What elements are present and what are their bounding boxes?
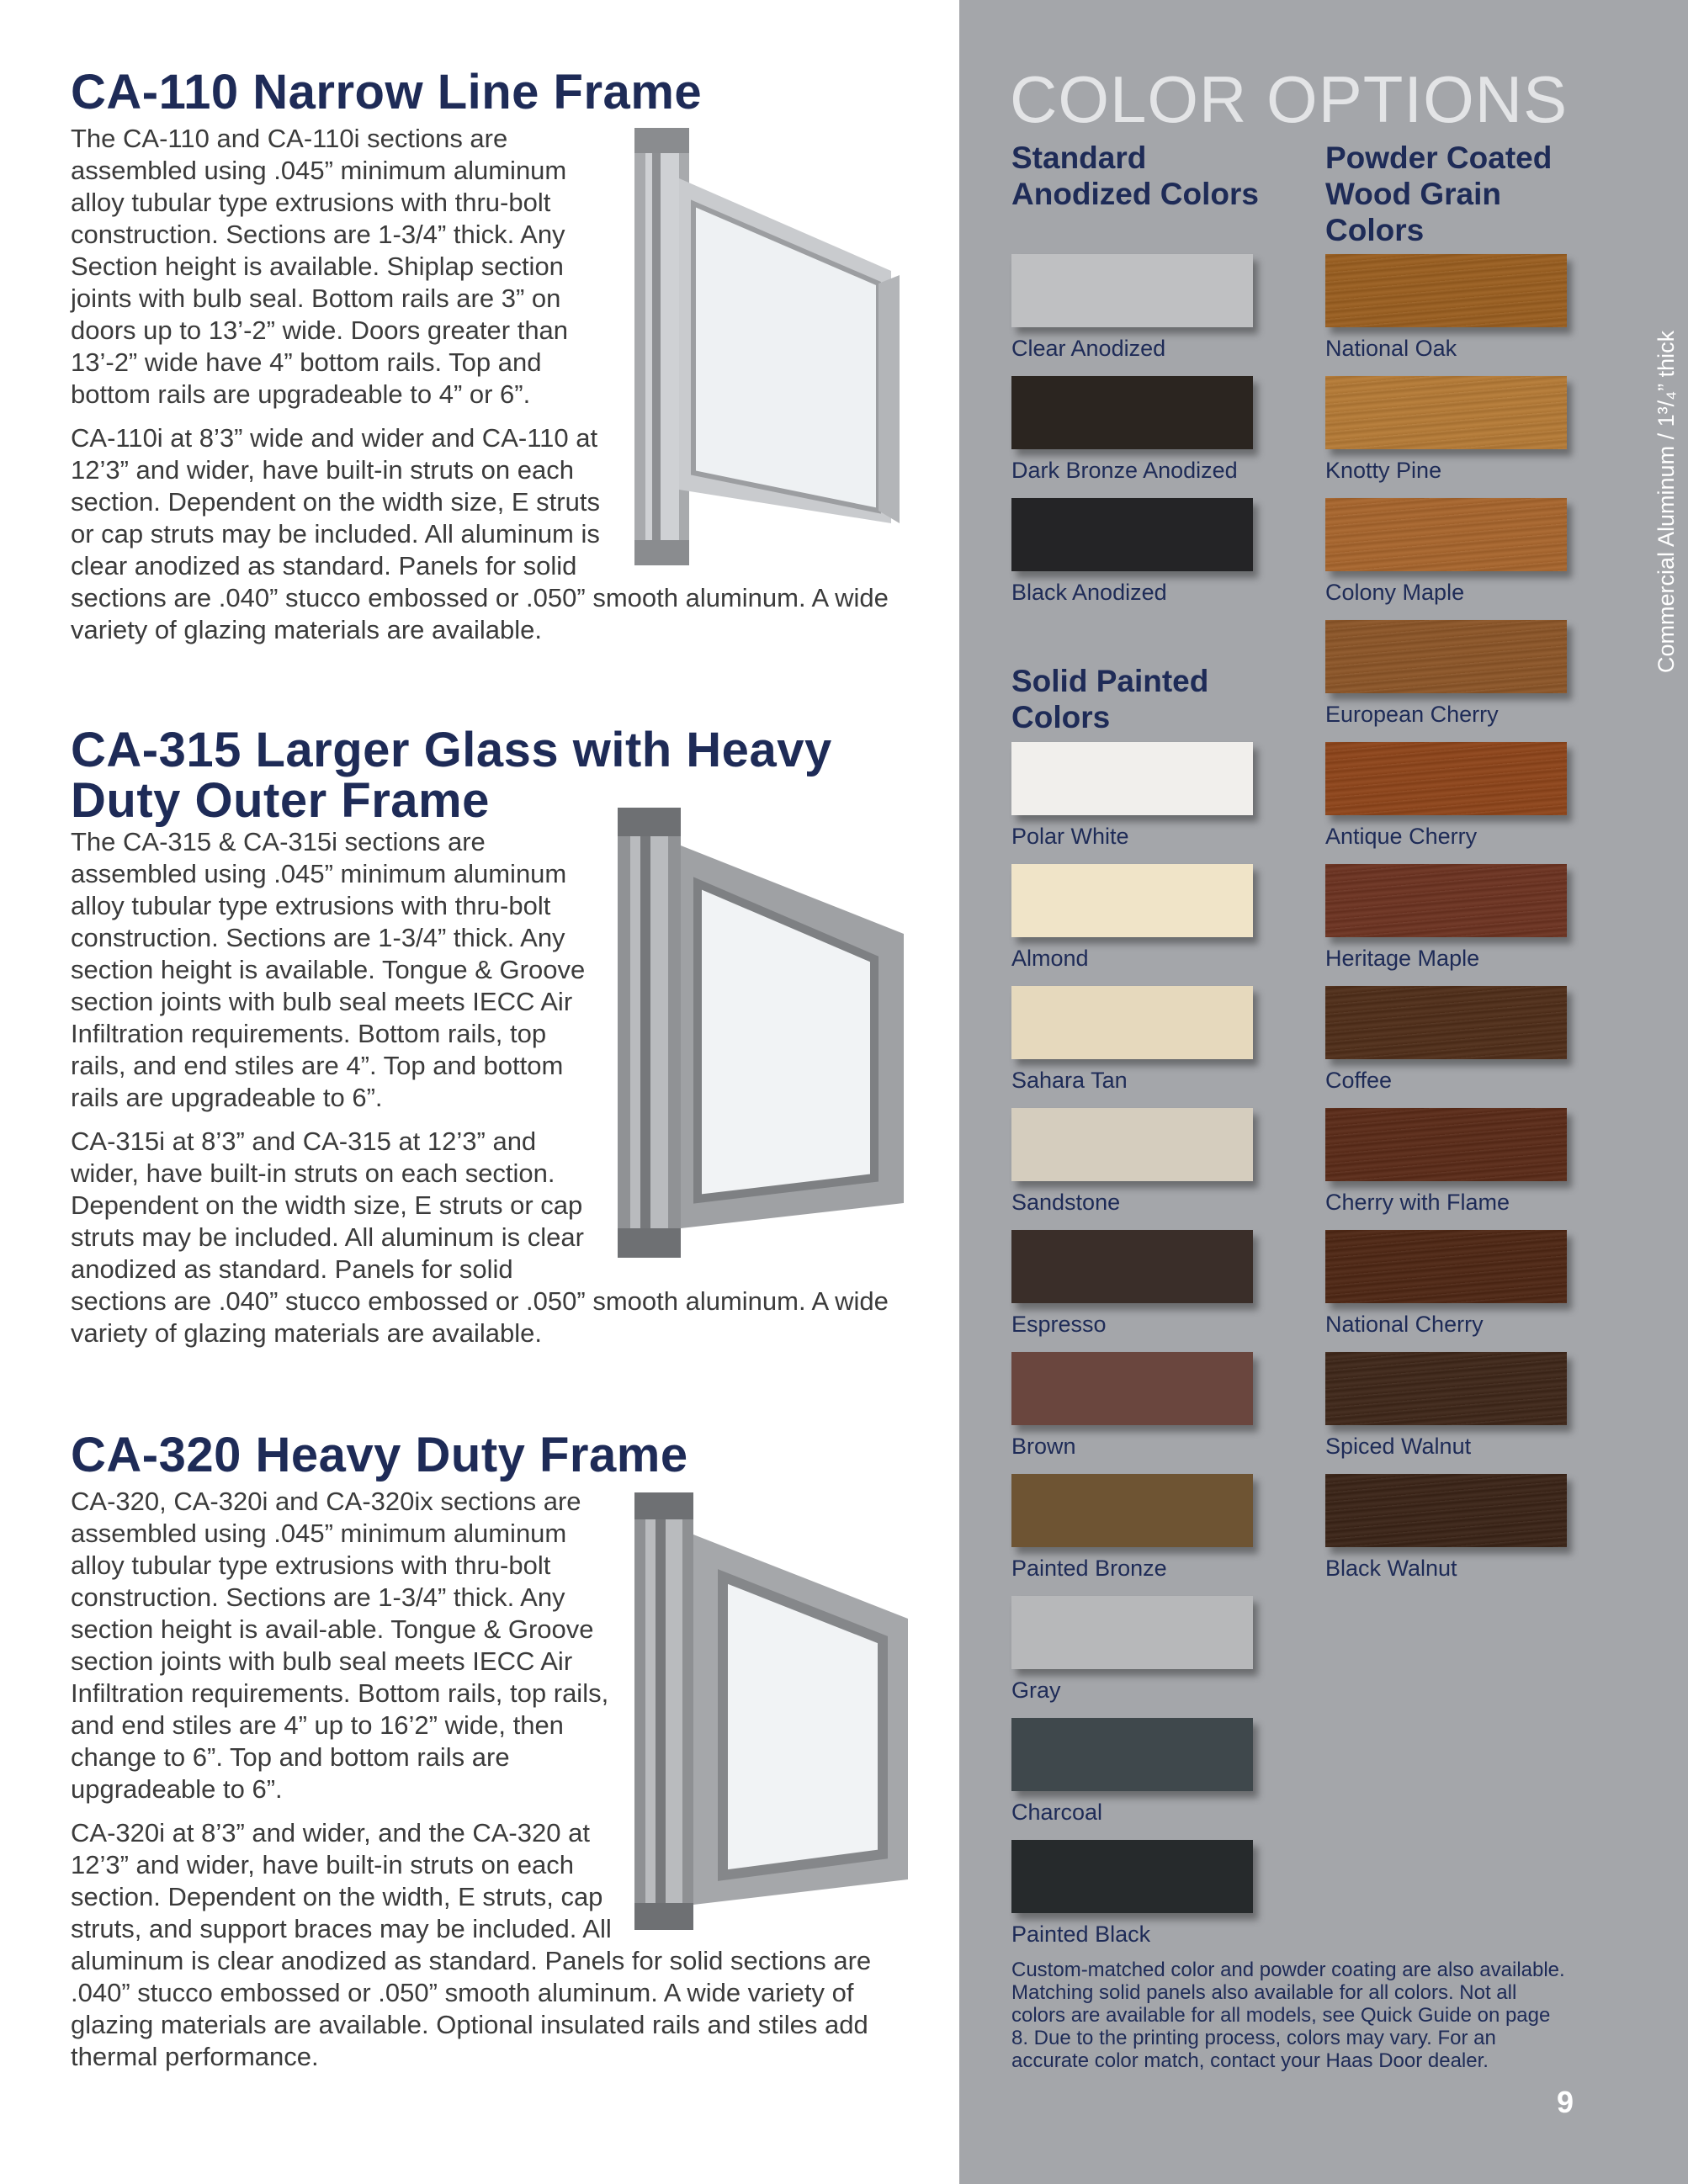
color-swatch-label: Cherry with Flame [1325,1190,1510,1215]
color-swatch-item [1011,376,1264,483]
color-swatch [1325,498,1567,571]
color-swatch-label: Espresso [1011,1312,1107,1337]
color-swatch [1011,1840,1253,1913]
color-swatch-item [1325,1474,1578,1581]
color-swatch [1011,864,1253,937]
ca-320-frame-illustration [630,1492,921,1930]
color-swatch-label: European Cherry [1325,702,1499,727]
color-swatch [1325,620,1567,693]
color-swatch [1011,1596,1253,1669]
section-ca-110 [71,67,921,658]
color-swatch-item [1325,1352,1578,1459]
section-body-paragraph-1: CA-320, CA-320i and CA-320ix sections are assembled using .045” minimum aluminum alloy tubular type extrusions with thru-bolt construction. Sections are 1-3/4” thick. Any section height is avail-able. Tongue & Groove section joints with bulb seal meets IECC Air Infiltration requirements. Bottom rails, top rails, and end stiles are 4” up to 16’2” wide, then change to 6”. Top and bottom rails are upgradeable to 6”. [71,1487,609,1804]
wood-grain-heading: Powder Coated Wood Grain Colors [1325,140,1553,247]
solid-painted-heading: Solid Painted Colors [1011,664,1209,734]
color-swatch-label: Polar White [1011,824,1129,849]
color-swatch-label: Gray [1011,1678,1061,1703]
color-swatch-item [1325,620,1578,727]
color-swatch-label: Dark Bronze Anodized [1011,458,1238,483]
color-swatch [1325,1352,1567,1425]
section-body-paragraph-1: The CA-110 and CA-110i sections are assembled using .045” minimum aluminum alloy tubular type extrusions with thru-bolt construction. Sections are 1-3/4” thick. Any Section height is available. Shiplap section joints with bulb seal. Bottom rails are 3” on doors up to 13’-2” wide. Doors greater than 13’-2” wide have 4” bottom rails. Top and bottom rails are upgradeable to 4” or 6”. [71,124,569,409]
color-swatch-label: Brown [1011,1434,1076,1459]
section-body-paragraph-2: CA-110i at 8’3” wide and wider and CA-110 at 12’3” and wider, have built-in struts on each section. Dependent on the width size, E struts or cap struts may be included. All aluminum is clear anodized as standard. Panels for solid sections are .040” stucco embossed or .050” smooth aluminum. A wide variety of glazing materials are available. [71,423,889,644]
color-swatch-item [1325,1230,1578,1337]
frame-profile-image [613,808,921,1258]
color-swatch-item [1325,1108,1578,1215]
standard-anodized-heading: Standard Anodized Colors [1011,140,1259,211]
side-label: Commercial Aluminum / 1³/₄” thick [1653,330,1679,673]
section-ca-315 [71,725,921,1361]
color-swatch [1325,1230,1567,1303]
color-swatch-label: National Cherry [1325,1312,1484,1337]
color-swatch-item [1325,742,1578,849]
color-swatch [1011,254,1253,327]
color-swatch-label: Painted Bronze [1011,1556,1167,1581]
frame-profile-image [630,1492,921,1930]
color-swatch [1325,986,1567,1059]
color-options-title: COLOR OPTIONS [1010,62,1569,136]
color-swatch-item [1011,864,1264,971]
color-swatch [1011,376,1253,449]
color-swatch-label: Clear Anodized [1011,336,1166,361]
color-swatch-label: National Oak [1325,336,1457,361]
color-swatch-item [1011,986,1264,1093]
section-body-paragraph-2: CA-320i at 8’3” and wider, and the CA-320 at 12’3” and wider, have built-in struts on each section. Dependent on the width, E struts, cap struts, and support braces may be included. All aluminum is clear anodized as standard. Panels for solid sections are .040” stucco embossed or .050” smooth aluminum. A wide variety of glazing materials are available. Optional insulated rails and stiles add thermal performance. [71,1818,872,2071]
color-swatch-item [1325,498,1578,605]
color-swatch-label: Black Walnut [1325,1556,1457,1581]
color-swatch-label: Black Anodized [1011,580,1167,605]
color-swatch [1011,1230,1253,1303]
color-swatch-item [1011,498,1264,605]
color-swatch [1325,1108,1567,1181]
section-body-paragraph-1: The CA-315 & CA-315i sections are assembled using .045” minimum aluminum alloy tubular type extrusions with thru-bolt construction. Sections are 1-3/4” thick. Any section height is available. Tongue & Groove section joints with bulb seal meets IECC Air Infiltration requirements. Bottom rails, top rails, and end stiles are 4”. Top and bottom rails are upgradeable to 6”. [71,827,586,1112]
section-title: CA-315 Larger Glass with Heavy Duty Outer Frame [71,723,832,828]
section-title: CA-110 Narrow Line Frame [71,65,703,119]
color-swatch [1011,1108,1253,1181]
color-swatch [1011,1718,1253,1791]
color-swatch-item [1011,1718,1264,1825]
color-swatch [1325,1474,1567,1547]
color-swatch [1011,1474,1253,1547]
color-swatch-item [1011,1352,1264,1459]
color-swatch-label: Coffee [1325,1068,1393,1093]
color-swatch-item [1011,1230,1264,1337]
color-swatch [1325,742,1567,815]
color-swatch [1325,254,1567,327]
page-number: 9 [1557,2085,1574,2119]
section-ca-320 [71,1430,921,2085]
color-swatch-label: Colony Maple [1325,580,1465,605]
ca-110-frame-illustration [630,128,921,565]
color-swatch-label: Knotty Pine [1325,458,1442,483]
color-swatch-label: Almond [1011,946,1089,971]
color-swatch-item [1325,986,1578,1093]
color-swatch-label: Heritage Maple [1325,946,1480,971]
color-swatch [1011,742,1253,815]
color-swatch-item [1011,1474,1264,1581]
section-body-paragraph-2: CA-315i at 8’3” and CA-315 at 12’3” and wider, have built-in struts on each section. Dependent on the width size, E struts or cap struts may be included. All aluminum is clear anodized as standard. Panels for solid sections are .040” stucco embossed or .050” smooth aluminum. A wide variety of glazing materials are available. [71,1126,889,1348]
color-swatch [1325,376,1567,449]
color-swatch-item [1011,254,1264,361]
color-swatch-item [1325,864,1578,971]
color-swatch [1325,864,1567,937]
color-swatch-item [1011,1596,1264,1703]
color-swatch-label: Spiced Walnut [1325,1434,1472,1459]
color-swatch-item [1011,1108,1264,1215]
color-swatch-item [1325,376,1578,483]
color-swatch-label: Charcoal [1011,1800,1103,1825]
ca-315-frame-illustration [613,808,921,1258]
color-swatch-item [1325,254,1578,361]
color-disclaimer-note: Custom-matched color and powder coating are also available. Matching solid panels also available for all colors. Not all colors are available for all models, see Quick Guide on page 8. Due to the printing process, colors may vary. For an accurate color match, contact your Haas Door dealer. [1011,1959,1565,2072]
color-swatch-label: Painted Black [1011,1922,1151,1947]
color-swatch-item [1011,1840,1264,1947]
color-swatch-label: Sahara Tan [1011,1068,1128,1093]
section-title: CA-320 Heavy Duty Frame [71,1428,688,1482]
frame-profile-image [630,128,921,565]
color-swatch [1011,498,1253,571]
color-swatch-label: Sandstone [1011,1190,1121,1215]
color-swatch [1011,1352,1253,1425]
color-swatch [1011,986,1253,1059]
color-swatch-item [1011,742,1264,849]
color-swatch-label: Antique Cherry [1325,824,1478,849]
